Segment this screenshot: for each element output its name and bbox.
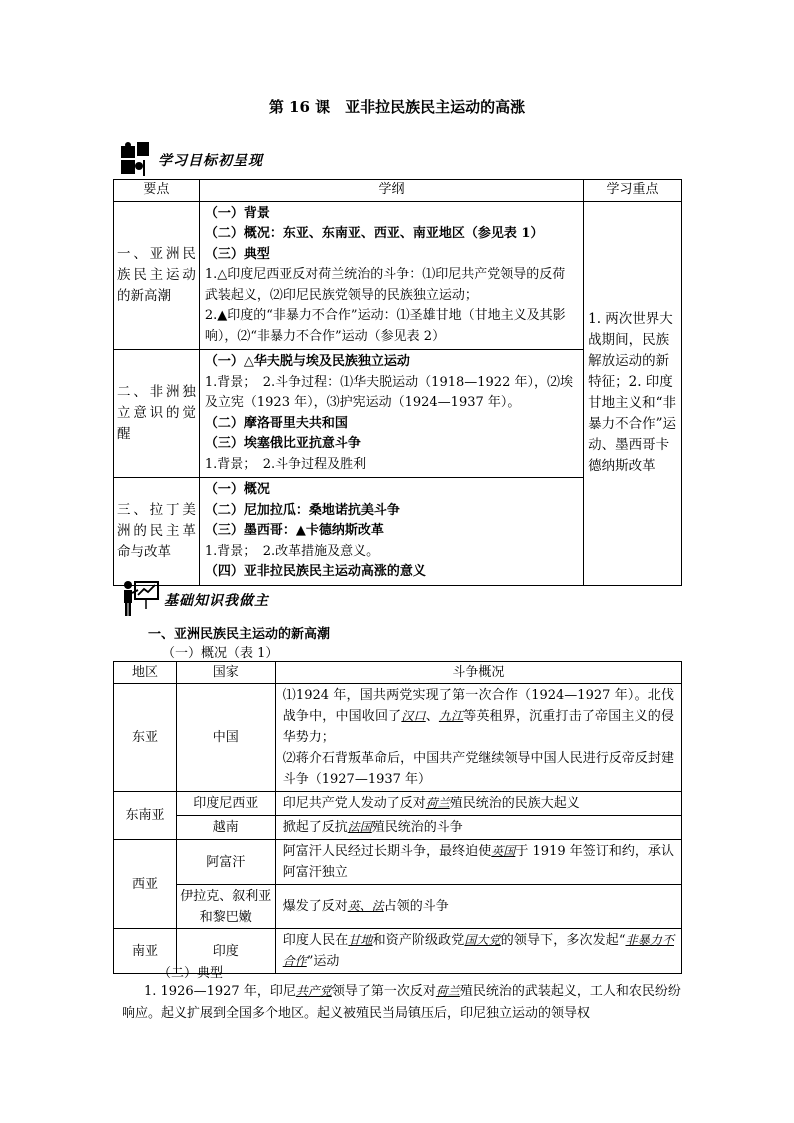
filled-blank: 共产党 — [295, 984, 332, 998]
subsection-overview: （一）概况（表 1） — [162, 646, 279, 661]
text-run: 于 1919 年签订和约，承认阿富汗独立 — [282, 844, 674, 880]
struggle-cell — [275, 885, 681, 929]
text-run: ”运动 — [306, 954, 340, 969]
text-run: 印尼共产党人发动了反对 — [282, 796, 426, 811]
filled-blank: 甘地 — [348, 933, 373, 947]
struggle-line — [283, 685, 674, 748]
region-cell: 南亚 — [114, 929, 177, 974]
country-cell: 中国 — [176, 684, 275, 792]
country-cell: 越南 — [176, 816, 275, 840]
outline-line: 2.▲印度的“非暴力不合作”运动：⑴圣雄甘地（甘地主义及其影响），⑵“非暴力不合作”运动（参见表 2） — [204, 308, 566, 344]
outline-latin-america — [199, 478, 583, 586]
header-region: 地区 — [114, 662, 177, 684]
text-run: 殖民统治的民族大起义 — [449, 796, 580, 811]
outline-line: 1.背景； 2.改革措施及意义。 — [204, 543, 380, 559]
text-run: 殖民统治的武装起义，工人和农民纷纷响应。起义扩展到全国多个地区。起义被殖民当局镇压后，印尼独立运动的领导权 — [122, 984, 681, 1021]
outline-line: （一）概况 — [204, 482, 270, 497]
outline-line: 1.背景； 2.斗争过程：⑴华夫脱运动（1918—1922 年），⑵埃及立宪（1923 年），⑶护宪运动（1924—1937 年）。 — [204, 374, 573, 410]
header-focus: 学习重点 — [584, 180, 682, 202]
header-key-points: 要点 — [114, 180, 200, 202]
key-point-africa: 二、非洲独立意识的觉醒 — [114, 350, 200, 478]
header-country: 国家 — [176, 662, 275, 684]
outline-line: （三）典型 — [204, 246, 270, 262]
outline-line: （三）墨西哥：▲卡德纳斯改革 — [204, 523, 384, 538]
struggle-cell — [275, 816, 681, 840]
header-outline: 学纲 — [199, 180, 583, 202]
outline-line: （一）背景 — [204, 205, 270, 221]
country-cell: 伊拉克、叙利亚和黎巴嫩 — [176, 885, 275, 929]
text-run: 和资产阶级政党 — [372, 933, 465, 948]
section-header-basic-knowledge — [120, 580, 269, 620]
asia-overview-table — [113, 661, 682, 974]
text-run: 等英租界，沉重打击了帝国主义的侵华势力； — [282, 709, 674, 745]
table-header-row — [114, 662, 682, 684]
subsection-typical: （二）典型 — [158, 966, 224, 981]
filled-blank: 国大党 — [464, 933, 501, 947]
struggle-line: ⑵蒋介石背叛革命后，中国共产党继续领导中国人民进行反帝反封建斗争（1927—1937 年） — [282, 751, 674, 787]
teacher-board-icon — [120, 579, 160, 621]
struggle-cell — [275, 684, 681, 792]
outline-line: （二）尼加拉瓜：桑地诺抗美斗争 — [204, 502, 400, 518]
text-run: 占领的斗争 — [383, 899, 449, 914]
text-run: 印度人民在 — [282, 933, 349, 948]
country-cell: 印度尼西亚 — [176, 792, 275, 816]
filled-blank: 荷兰 — [425, 796, 450, 810]
table-row — [114, 684, 682, 792]
learning-outline-table — [113, 179, 682, 586]
outline-line: 1.背景； 2.斗争过程及胜利 — [204, 456, 367, 472]
key-point-latin-america: 三、拉丁美洲的民主革命与改革 — [114, 478, 200, 586]
filled-blank: 英国 — [491, 844, 516, 858]
header-struggle: 斗争概况 — [275, 662, 681, 684]
text-run: 领导了第一次反对 — [331, 984, 436, 999]
outline-line: （一）△华夫脱与埃及民族独立运动 — [204, 354, 410, 369]
filled-blank: 汉口 — [401, 709, 426, 723]
table-row — [114, 792, 682, 816]
filled-blank: 非暴力不合作 — [282, 933, 674, 968]
outline-line: 1.△印度尼西亚反对荷兰统治的斗争：⑴印尼共产党领导的反荷武装起义，⑵印尼民族党领导的民族独立运动； — [204, 267, 566, 303]
struggle-cell — [275, 840, 681, 885]
text-run: 、 — [425, 709, 439, 724]
learning-focus: 1. 两次世界大战期间，民族解放运动的新特征；2. 印度甘地主义和“非暴力不合作”运动、墨西哥卡德纳斯改革 — [584, 201, 682, 585]
table-header-row — [114, 180, 682, 202]
key-point-asia: 一、亚洲民族民主运动的新高潮 — [114, 201, 200, 350]
text-run: ⑴1924 年，国共两党实现了第一次合作（1924—1927 年）。北伐战争中，中国收回了 — [282, 688, 674, 724]
section-header-learning-goals — [120, 140, 263, 180]
outline-line: （二）摩洛哥里夫共和国 — [204, 415, 348, 431]
struggle-cell — [275, 792, 681, 816]
region-cell: 东亚 — [114, 684, 177, 792]
text-run: 1. 1926—1927 年，印尼 — [144, 984, 296, 999]
filled-blank: 九江 — [438, 709, 464, 723]
outline-line: （二）概况：东亚、东南亚、西亚、南亚地区（参见表 1） — [204, 226, 544, 241]
section-label: 基础知识我做主 — [164, 593, 269, 609]
outline-line: （四）亚非拉民族民主运动高涨的意义 — [204, 564, 426, 579]
table-row — [114, 201, 682, 350]
filled-blank: 荷兰 — [435, 984, 460, 998]
filled-blank: 英、法 — [347, 899, 384, 913]
table-row — [114, 885, 682, 929]
puzzle-icon — [120, 140, 154, 180]
struggle-cell — [275, 929, 681, 974]
country-cell: 阿富汗 — [176, 840, 275, 885]
text-run: 的领导下，多次发起“ — [500, 933, 626, 948]
subsection-title: 一、亚洲民族民主运动的新高潮 — [148, 627, 331, 642]
outline-line: （三）埃塞俄比亚抗意斗争 — [204, 436, 361, 451]
outline-africa — [199, 350, 583, 478]
country-cell: 印度 — [176, 929, 275, 974]
table-row — [114, 840, 682, 885]
filled-blank: 法国 — [347, 820, 372, 834]
text-run: 殖民统治的斗争 — [371, 820, 463, 835]
text-run: 阿富汗人民经过长期斗争，最终迫使 — [282, 844, 492, 859]
region-cell: 西亚 — [114, 840, 177, 929]
page-title: 第 16 课 亚非拉民族民主运动的高涨 — [268, 98, 526, 116]
body-paragraph — [122, 980, 682, 1025]
outline-asia — [199, 201, 583, 350]
table-row — [114, 816, 682, 840]
region-cell: 东南亚 — [114, 792, 177, 840]
section-label: 学习目标初呈现 — [158, 153, 263, 169]
text-run: 爆发了反对 — [282, 899, 348, 914]
text-run: 掀起了反抗 — [282, 820, 348, 835]
